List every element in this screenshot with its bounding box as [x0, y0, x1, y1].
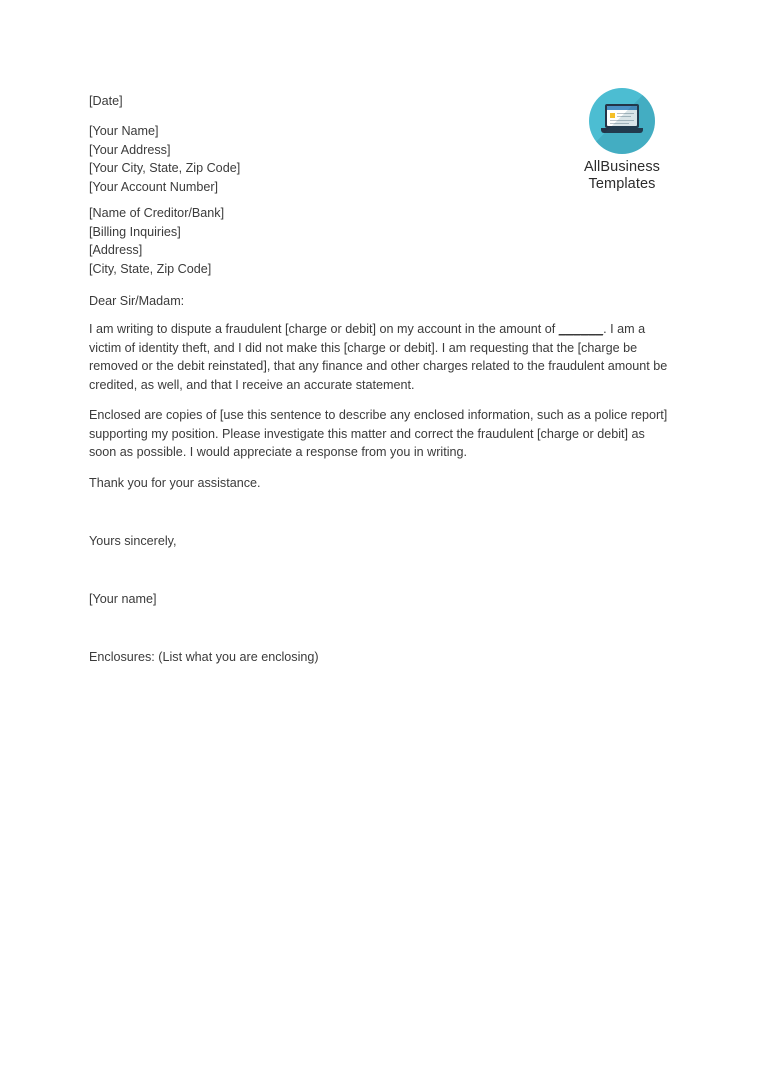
enclosures-line: Enclosures: (List what you are enclosing): [89, 650, 319, 664]
recipient-line: [City, State, Zip Code]: [89, 261, 212, 276]
brand-name-line-2: Templates: [588, 176, 656, 192]
paragraph-1: [89, 320, 671, 394]
brand-name-line-1: AllBusiness: [583, 159, 661, 175]
sender-address-block: [89, 122, 671, 196]
sender-line: [Your Name]: [89, 124, 159, 138]
date-field: [Date]: [89, 94, 123, 108]
sender-line: [Your Address]: [89, 142, 171, 157]
paragraph-1-text-start: I am writing to dispute a fraudulent [charge or debit] on my account in the amount of: [89, 322, 559, 336]
thanks-line: Thank you for your assistance.: [89, 476, 261, 490]
closing-line: Yours sincerely,: [89, 534, 177, 548]
paragraph-2: Enclosed are copies of [use this sentence to describe any enclosed information, such as a police report] supporting my position. Please investigate this matter and correct the fraudulent [charge or debit] as soon as possible. I would appreciate a response from you in writing.: [89, 408, 668, 460]
recipient-line: [Name of Creditor/Bank]: [89, 206, 225, 220]
salutation: Dear Sir/Madam:: [89, 294, 185, 308]
recipient-line: [Address]: [89, 243, 143, 258]
signature-placeholder: [Your name]: [89, 592, 157, 606]
recipient-line: [Billing Inquiries]: [89, 224, 181, 239]
paragraph-1-text-end: . I am a victim of identity theft, and I did not make this [charge or debit]. I am requesting that the [charge be removed or the debit reinstated], that any finance and other charges related to the fraudulent amount be credited, as well, and that I receive an accurate statement.: [89, 322, 668, 392]
sender-line: [Your City, State, Zip Code]: [89, 161, 241, 176]
amount-blank: ______: [558, 322, 604, 336]
recipient-address-block: [89, 204, 671, 278]
sender-line: [Your Account Number]: [89, 179, 219, 194]
